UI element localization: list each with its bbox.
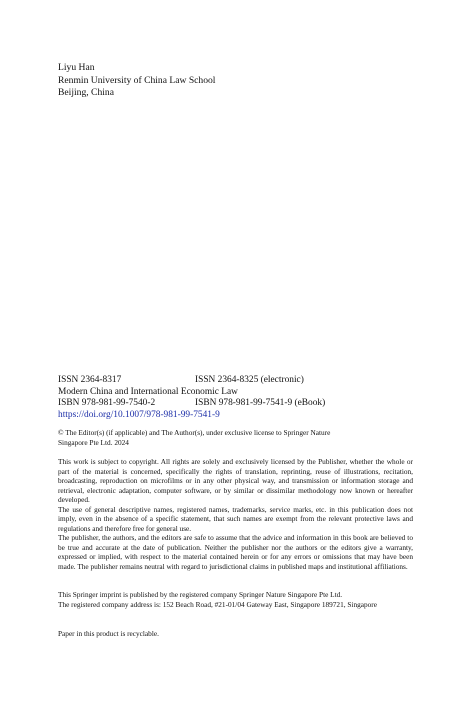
imprint-publisher: This Springer imprint is published by the registered company Springer Nature Singapore Pte Ltd.: [58, 590, 343, 599]
trademark-paragraph: The use of general descriptive names, registered names, trademarks, service marks, etc. in this publication does not imply, even in the absence of a specific statement, that such names are exempt from the relevant protective laws and regulations and therefore free for general use.: [58, 504, 413, 533]
rights-paragraph: This work is subject to copyright. All rights are solely and exclusively licensed by the Publisher, whether the whole or part of the material is concerned, specifically the rights of translation, reprinting, reuse of illustrations, recitation, broadcasting, reproduction on microfilms or in any other physical way, and transmission or information storage and retrieval, electronic adaptation, computer software, or by similar or dissimilar methodology now known or hereafter developed.: [58, 457, 413, 505]
doi-link[interactable]: https://doi.org/10.1007/978-981-99-7541-9: [58, 409, 220, 420]
bibliographic-identifiers: [58, 375, 418, 421]
author-affiliation: Renmin University of China Law School: [58, 74, 216, 86]
series-title: Modern China and International Economic Law: [58, 386, 238, 397]
copyright-notice: [58, 428, 418, 447]
isbn-ebook: ISBN 978-981-99-7541-9 (eBook): [195, 398, 326, 409]
author-name: Liyu Han: [58, 62, 95, 73]
legal-notice: [58, 457, 413, 572]
author-location: Beijing, China: [58, 87, 114, 98]
disclaimer-paragraph: The publisher, the authors, and the editors are safe to assume that the advice and information in this book are believed to be true and accurate at the date of publication. Neither the publisher nor the authors or the editors give a warranty, expressed or implied, with respect to the material contained herein or for any errors or omissions that may have been made. The publisher remains neutral with regard to jurisdictional claims in published maps and institutional affiliations.: [58, 533, 413, 572]
copyright-line-1: © The Editor(s) (if applicable) and The Author(s), under exclusive license to Springer Nature: [58, 428, 331, 437]
issn-electronic: ISSN 2364-8325 (electronic): [195, 375, 304, 385]
imprint-address: The registered company address is: 152 Beach Road, #21-01/04 Gateway East, Singapore 189721, Singapore: [58, 599, 377, 609]
issn-print: ISSN 2364-8317: [58, 375, 122, 385]
copyright-line-2: Singapore Pte Ltd. 2024: [58, 437, 129, 447]
recycle-note: Paper in this product is recyclable.: [58, 629, 159, 638]
author-block: [58, 62, 215, 100]
imprint-notice: [58, 590, 413, 609]
isbn-print: ISBN 978-981-99-7540-2: [58, 398, 156, 409]
